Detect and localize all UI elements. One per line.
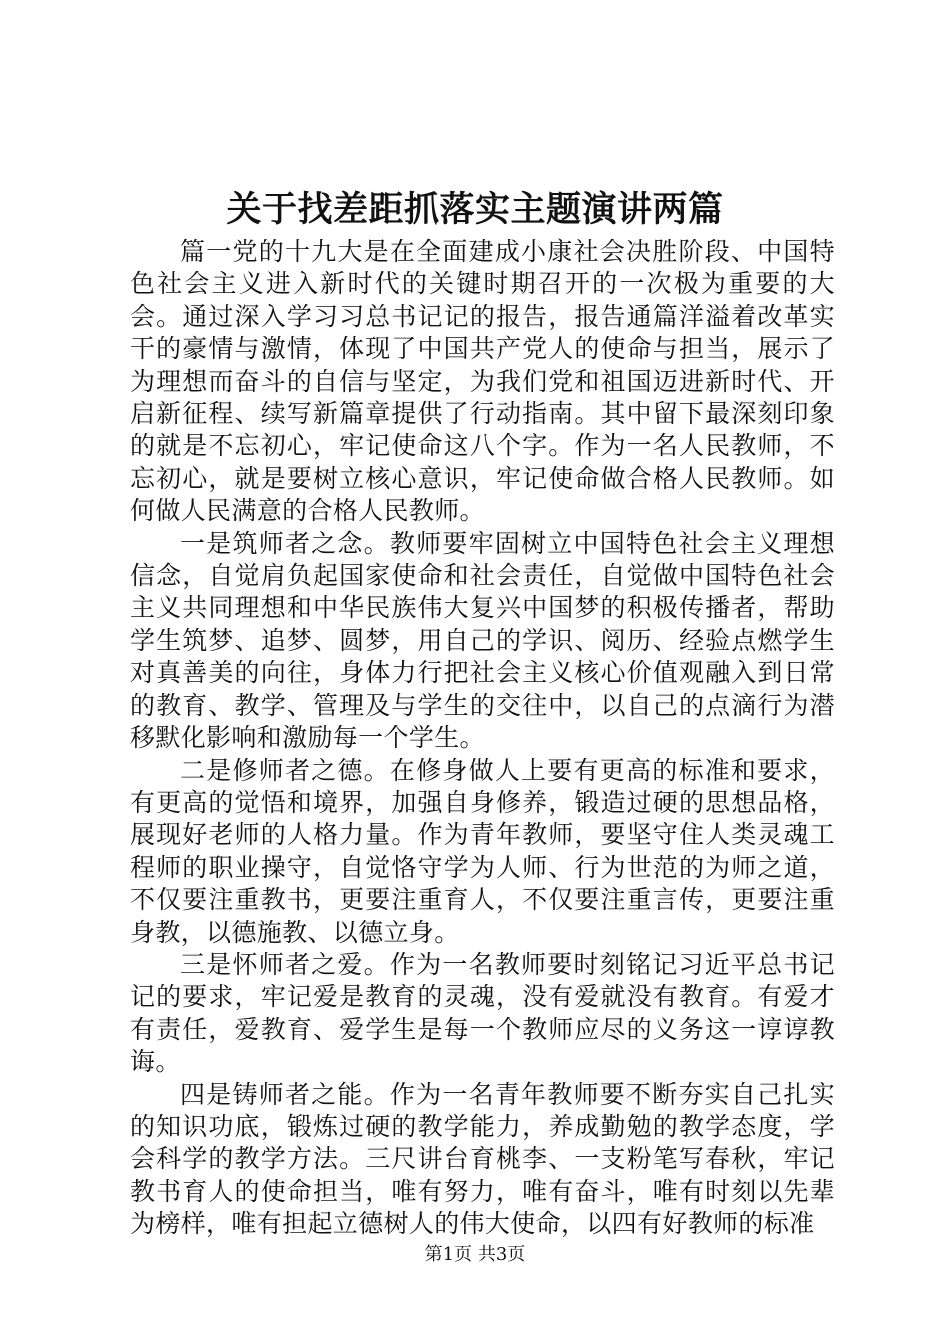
paragraph-point-two: 二是修师者之德。在修身做人上要有更高的标准和要求，有更高的觉悟和境界，加强自身修养，锻造过硬的思想品格，展现好老师的人格力量。作为青年教师，要坚守住人类灵魂工程师的职业操守，自觉恪守学为人师、行为世范的为师之道，不仅要注重教书，更要注重育人，不仅要注重言传，更要注重身教，以德施教、以德立身。 xyxy=(130,755,835,947)
page-number-footer: 第1页 共3页 xyxy=(424,1244,526,1265)
paragraph-intro: 篇一党的十九大是在全面建成小康社会决胜阶段、中国特色社会主义进入新时代的关键时期召开的一次极为重要的大会。通过深入学习习总书记记的报告，报告通篇洋溢着改革实干的豪情与激情，体现了中国共产党人的使命与担当，展示了为理想而奋斗的自信与坚定，为我们党和祖国迈进新时代、开启新征程、续写新篇章提供了行动指南。其中留下最深刻印象的就是不忘初心，牢记使命这八个字。作为一名人民教师，不忘初心，就是要树立核心意识，牢记使命做合格人民教师。如何做人民满意的合格人民教师。 xyxy=(130,237,835,526)
document-title: 关于找差距抓落实主题演讲两篇 xyxy=(226,189,724,230)
document-body xyxy=(130,236,835,1241)
paragraph-point-one: 一是筑师者之念。教师要牢固树立中国特色社会主义理想信念，自觉肩负起国家使命和社会责任，自觉做中国特色社会主义共同理想和中华民族伟大复兴中国梦的积极传播者，帮助学生筑梦、追梦、圆梦，用自己的学识、阅历、经验点燃学生对真善美的向往，身体力行把社会主义核心价值观融入到日常的教育、教学、管理及与学生的交往中，以自己的点滴行为潜移默化影响和激励每一个学生。 xyxy=(130,528,835,753)
paragraph-point-four: 四是铸师者之能。作为一名青年教师要不断夯实自己扎实的知识功底，锻炼过硬的教学能力，养成勤勉的教学态度，学会科学的教学方法。三尺讲台育桃李、一支粉笔写春秋，牢记教书育人的使命担当，唯有努力，唯有奋斗，唯有时刻以先辈为榜样，唯有担起立德树人的伟大使命，以四有好教师的标准 xyxy=(130,1079,835,1239)
paragraph-point-three: 三是怀师者之爱。作为一名教师要时刻铭记习近平总书记记的要求，牢记爱是教育的灵魂，没有爱就没有教育。有爱才有责任，爱教育、爱学生是每一个教师应尽的义务这一谆谆教诲。 xyxy=(130,949,835,1077)
